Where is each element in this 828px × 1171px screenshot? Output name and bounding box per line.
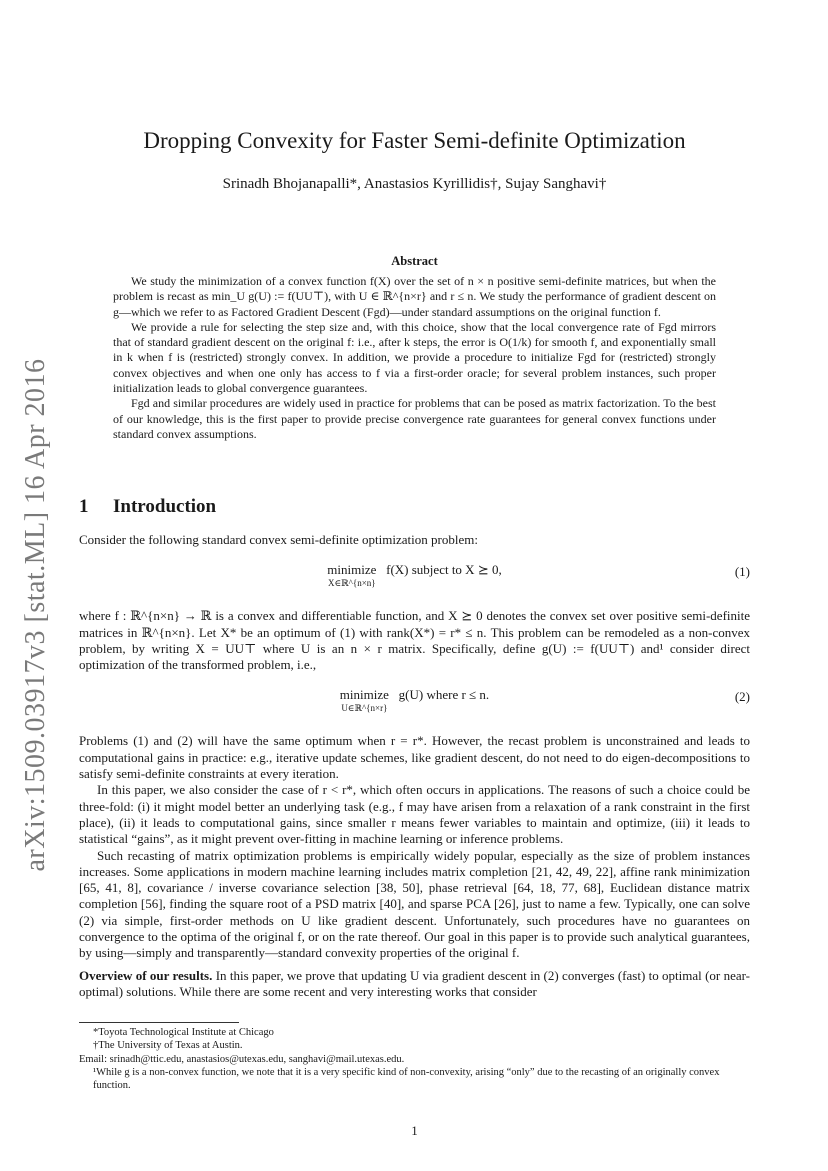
equation-tag: (1) xyxy=(734,564,750,580)
footnote: ¹While g is a non-convex function, we note that it is a very specific kind of non-convexity, arising “only” due to the recasting of an originally convex function. xyxy=(93,1066,720,1092)
arxiv-id-text: arXiv:1509.03917v3 [stat.ML] 16 Apr 2016 xyxy=(20,358,51,872)
footnote: †The University of Texas at Austin. xyxy=(93,1040,243,1052)
body-paragraph: where f : ℝ^{n×n} → ℝ is a convex and differentiable function, and X ⪰ 0 denotes the convex set over positive semi-definite matrices in ℝ^{n×n}. Let X* be an optimum of (1) with rank(X*) = r* ≤ n. This problem can be remodeled as a non-convex problem, by writing X = UU⊤ where U is an n × r matrix. Specifically, define g(U) := f(UU⊤) and¹ consider direct optimization of the transformed problem, i.e., xyxy=(79,608,750,673)
equation-operator: minimize xyxy=(339,687,389,703)
author-list: Srinadh Bhojanapalli*, Anastasios Kyrillidis†, Sujay Sanghavi† xyxy=(222,176,607,192)
footnote: *Toyota Technological Institute at Chicago xyxy=(93,1027,274,1038)
footnotes xyxy=(79,1026,750,1092)
abstract-paragraph: We study the minimization of a convex function f(X) over the set of n × n positive semi-definite matrices, but when the problem is recast as min_U g(U) := f(UU⊤), with U ∈ ℝ^{n×r} and r ≤ n. We study the performance of gradient descent on g—which we refer to as Factored Gradient Descent (Fgd)—under standard assumptions on the original function f. xyxy=(113,274,716,319)
abstract-heading: Abstract xyxy=(391,254,438,268)
page-number: 1 xyxy=(411,1123,418,1138)
abstract-paragraph: We provide a rule for selecting the step size and, with this choice, show that the local convergence rate of Fgd mirrors that of standard gradient descent on the original f: i.e., after k steps, the error is O(1/k) for smooth f, and exponentially small in k when f is (restricted) strongly convex. In addition, we provide a procedure to initialize Fgd for (restricted) strongly convex objectives and when one only has access to f via a first-order oracle; for several problem instances, such proper initialization leads to global convergence guarantees. xyxy=(113,319,716,396)
body-paragraph: Consider the following standard convex semi-definite optimization problem: xyxy=(79,532,478,547)
body-paragraph: In this paper, we also consider the case of r < r*, which often occurs in applications. The reasons of such a choice could be three-fold: (i) it might model better an underlying task (e.g., f may have arisen from a relaxation of a rank constraint in the first place), (ii) it leads to computational gains, since smaller r means fewer variables to maintain and optimize, (iii) it leads to statistical “gains”, as it might prevent over-fitting in machine learning or inference problems. xyxy=(79,782,750,847)
footnote-rule xyxy=(79,1022,239,1023)
equation-expression: g(U) where r ≤ n. xyxy=(398,687,490,703)
equation-tag: (2) xyxy=(734,689,750,705)
body-paragraph: Such recasting of matrix optimization problems is empirically widely popular, especially as the size of problem instances increases. Some applications in modern machine learning includes matrix completion [21, 42, 49, 22], affine rank minimization [65, 41, 8], covariance / inverse covariance selection [38, 50], phase retrieval [64, 18, 77, 68], Euclidean distance matrix completion [56], finding the square root of a PSD matrix [40], and sparse PCA [26], just to name a few. Typically, one can solve (2) via simple, first-order methods on U like gradient descent. Unfortunately, such procedures have no guarantees on convergence to the optima of the original f, or on the rate thereof. Our goal in this paper is to provide such analytical guarantees, by using—simply and transparently—standard convexity properties of the original f. xyxy=(79,847,750,961)
footnote: Email: srinadh@ttic.edu, anastasios@utexas.edu, sanghavi@mail.utexas.edu. xyxy=(79,1053,405,1065)
equation-1 xyxy=(79,558,750,602)
equation-operator: minimize xyxy=(327,562,377,578)
equation-2 xyxy=(79,683,750,727)
section-title: Introduction xyxy=(113,496,217,517)
section-number: 1 xyxy=(79,496,89,517)
section-body xyxy=(79,532,750,1000)
equation-subscript: X∈ℝ^{n×n} xyxy=(328,577,376,588)
paragraph-text: In this paper, we prove that updating U via gradient descent in (2) converges (fast) to optimal (or near-optimal) solutions. While there are some recent and very interesting works that consider xyxy=(79,967,751,999)
abstract-body xyxy=(113,274,716,442)
paper-title: Dropping Convexity for Faster Semi-definite Optimization xyxy=(143,128,686,153)
overview-paragraph xyxy=(79,968,750,1001)
body-paragraph: Problems (1) and (2) will have the same optimum when r = r*. However, the recast problem is unconstrained and leads to computational gains in practice: e.g., iterative update schemes, like gradient descent, do not need to do eigen-decompositions to satisfy semi-definite constraints at every iteration. xyxy=(79,733,750,782)
equation-subscript: U∈ℝ^{n×r} xyxy=(341,702,388,713)
section-heading xyxy=(79,496,216,518)
abstract-paragraph: Fgd and similar procedures are widely used in practice for problems that can be posed as matrix factorization. To the best of our knowledge, this is the first paper to provide precise convergence rate guarantees for general convex functions under standard convex assumptions. xyxy=(113,396,716,441)
equation-expression: f(X) subject to X ⪰ 0, xyxy=(386,562,502,578)
arxiv-sidebar-stamp xyxy=(12,350,60,880)
paragraph-heading: Overview of our results. xyxy=(79,967,213,983)
